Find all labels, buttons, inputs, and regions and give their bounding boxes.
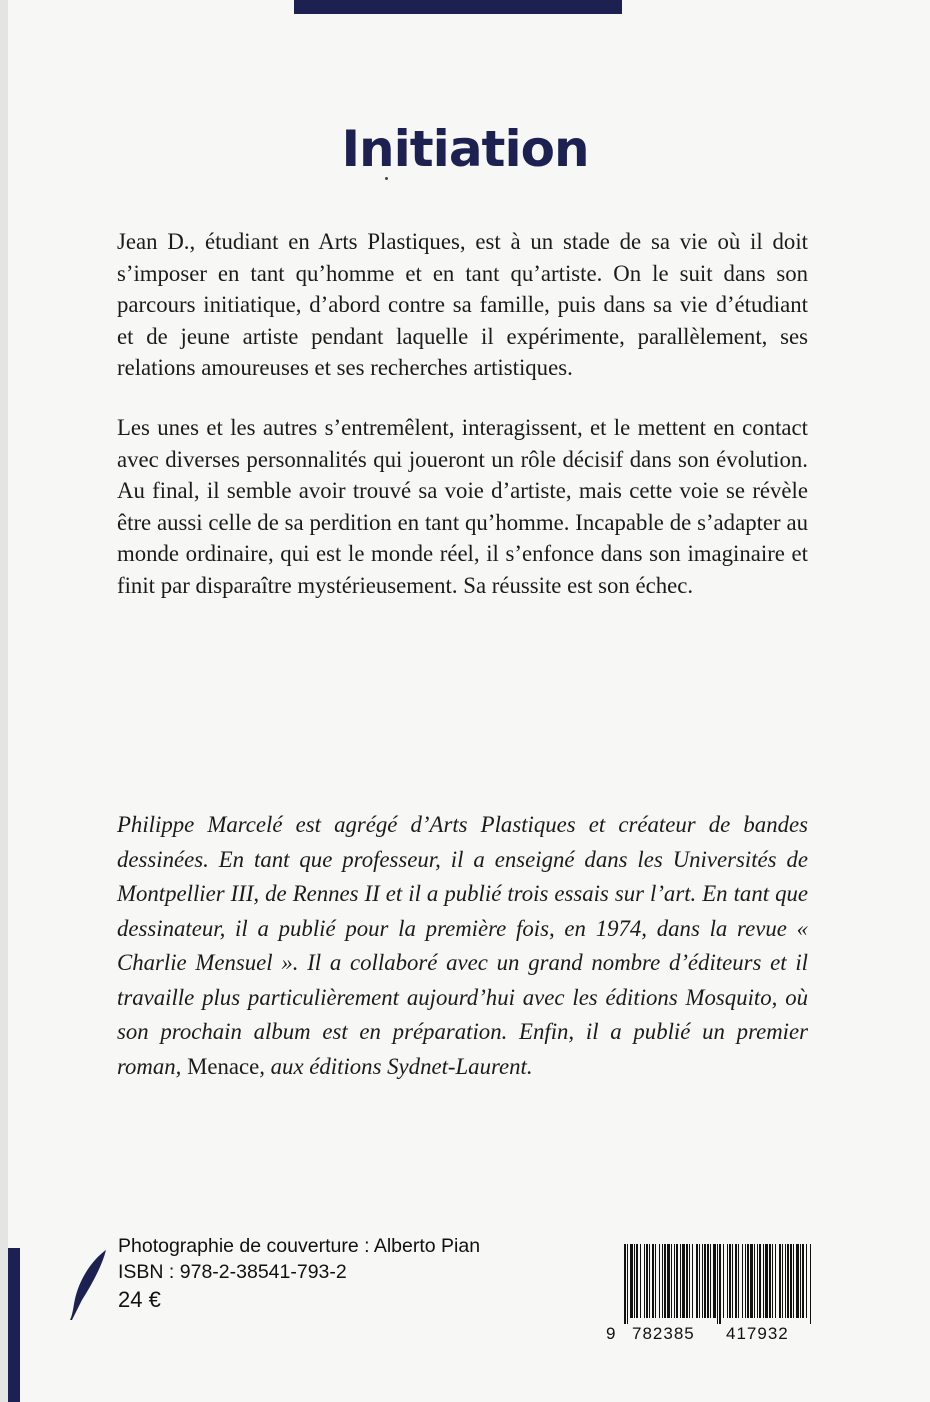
- barcode-bar: [757, 1244, 758, 1318]
- barcode-bar: [692, 1244, 693, 1318]
- barcode-bar: [630, 1244, 633, 1318]
- barcode-bars: [624, 1244, 812, 1324]
- feather-quill-icon: [66, 1248, 110, 1322]
- barcode-bar: [686, 1244, 688, 1318]
- barcode-bar: [634, 1244, 635, 1318]
- barcode-bar: [640, 1244, 641, 1318]
- barcode-bar: [765, 1244, 768, 1318]
- barcode-bar: [729, 1244, 731, 1318]
- barcode-bar: [719, 1244, 721, 1324]
- isbn-line: ISBN : 978-2-38541-793-2: [118, 1261, 347, 1283]
- barcode-bar: [723, 1244, 724, 1318]
- barcode-bar: [696, 1244, 698, 1318]
- barcode-bar: [787, 1244, 789, 1318]
- barcode-bar: [738, 1244, 739, 1318]
- barcode-bar: [652, 1244, 654, 1318]
- barcode-bar: [759, 1244, 761, 1318]
- barcode-bar: [796, 1244, 799, 1318]
- barcode-bar: [707, 1244, 709, 1318]
- barcode-bar: [782, 1244, 783, 1318]
- barcode-bar: [775, 1244, 776, 1318]
- barcode-bar: [754, 1244, 755, 1318]
- barcode-bar: [704, 1244, 706, 1318]
- barcode-bar: [667, 1244, 670, 1318]
- barcode-lead-digit: 9: [606, 1324, 616, 1343]
- barcode-bar: [659, 1244, 660, 1318]
- barcode-bar: [742, 1244, 743, 1318]
- barcode-bar: [702, 1244, 703, 1318]
- barcode-bar: [732, 1244, 733, 1318]
- ornament-dot: [385, 177, 388, 180]
- barcode-right-group: 417932: [726, 1324, 789, 1343]
- summary-paragraph-2: Les unes et les autres s’entremêlent, interagissent, et le mettent en contact avec diverses personnalités qui joueront un rôle décisif dans son évolution. Au final, il semble avoir trouvé sa voie d’artiste, mais cette voie se révèle être aussi celle de sa perdition en tant qu’homme. Incapable de s’adapter au monde ordinaire, qui est le monde réel, il s’enfonce dans son imaginaire et finit par disparaître mystérieusement. Sa réussite est son échec.: [117, 415, 808, 598]
- barcode-bar: [699, 1244, 700, 1318]
- barcode-bar: [662, 1244, 663, 1318]
- barcode-bar: [671, 1244, 672, 1318]
- barcode-bar: [785, 1244, 786, 1318]
- cover-edge: [0, 0, 8, 1402]
- barcode-bar: [727, 1244, 728, 1318]
- barcode-bar: [735, 1244, 737, 1318]
- top-color-band: [294, 0, 622, 14]
- barcode-bar: [802, 1244, 804, 1318]
- barcode-bar: [664, 1244, 666, 1318]
- barcode-bar: [772, 1244, 773, 1318]
- barcode-bar: [627, 1244, 628, 1324]
- book-title: Initiation: [341, 119, 589, 178]
- barcode-bar: [680, 1244, 681, 1318]
- barcode-bar: [644, 1244, 645, 1318]
- barcode-bar: [646, 1244, 648, 1318]
- barcode-bar: [689, 1244, 690, 1318]
- barcode-bar: [674, 1244, 675, 1318]
- barcode-bar: [717, 1244, 718, 1324]
- barcode-bar: [750, 1244, 753, 1318]
- spine-color-bar: [8, 1248, 20, 1402]
- barcode: [606, 1244, 812, 1348]
- price: 24 €: [118, 1287, 161, 1312]
- barcode-bar: [636, 1244, 638, 1318]
- bio-novel-title: Menace: [187, 1053, 260, 1079]
- barcode-bar: [713, 1244, 716, 1318]
- summary-paragraph-1: Jean D., étudiant en Arts Plastiques, est à un stade de sa vie où il doit s’imposer en tant qu’homme et en tant qu’artiste. On le suit dans son parcours initiatique, d’abord contre sa famille, puis dans sa vie d’étudiant et de jeune artiste pendant laquelle il expérimente, parallèlement, ses relations amoureuses et ses recherches artistiques.: [117, 229, 808, 380]
- barcode-bar: [810, 1244, 811, 1324]
- barcode-bar: [769, 1244, 771, 1318]
- barcode-bar: [624, 1244, 626, 1324]
- barcode-bar: [745, 1244, 746, 1318]
- barcode-bar: [676, 1244, 678, 1318]
- barcode-bar: [800, 1244, 801, 1318]
- barcode-bar: [682, 1244, 685, 1318]
- barcode-bar: [790, 1244, 792, 1318]
- barcode-bar: [779, 1244, 781, 1318]
- author-biography: [117, 808, 808, 1084]
- barcode-bar: [747, 1244, 749, 1318]
- barcode-bar: [763, 1244, 764, 1318]
- barcode-bar: [793, 1244, 794, 1318]
- barcode-bar: [806, 1244, 807, 1318]
- barcode-bar: [710, 1244, 711, 1318]
- bio-text-1: Philippe Marcelé est agrégé d’Arts Plastiques et créateur de bandes dessinées. En tant que professeur, il a enseigné dans les Universités de Montpellier III, de Rennes II et il a publié trois essais sur l’art. En tant que dessinateur, il a publié pour la première fois, en 1974, dans la revue « Charlie Mensuel ». Il a collaboré avec un grand nombre d’éditeurs et il travaille plus particulièrement aujourd’hui avec les éditions Mosquito, où son prochain album est en préparation. Enfin, il a publié un premier roman,: [117, 812, 808, 1079]
- bio-text-2: , aux éditions Sydnet-Laurent.: [259, 1053, 533, 1079]
- barcode-left-group: 782385: [632, 1324, 695, 1343]
- barcode-bar: [649, 1244, 650, 1318]
- cover-photo-credit: Photographie de couverture : Alberto Pian: [118, 1235, 481, 1257]
- barcode-bar: [655, 1244, 656, 1318]
- credits-block: [118, 1233, 480, 1315]
